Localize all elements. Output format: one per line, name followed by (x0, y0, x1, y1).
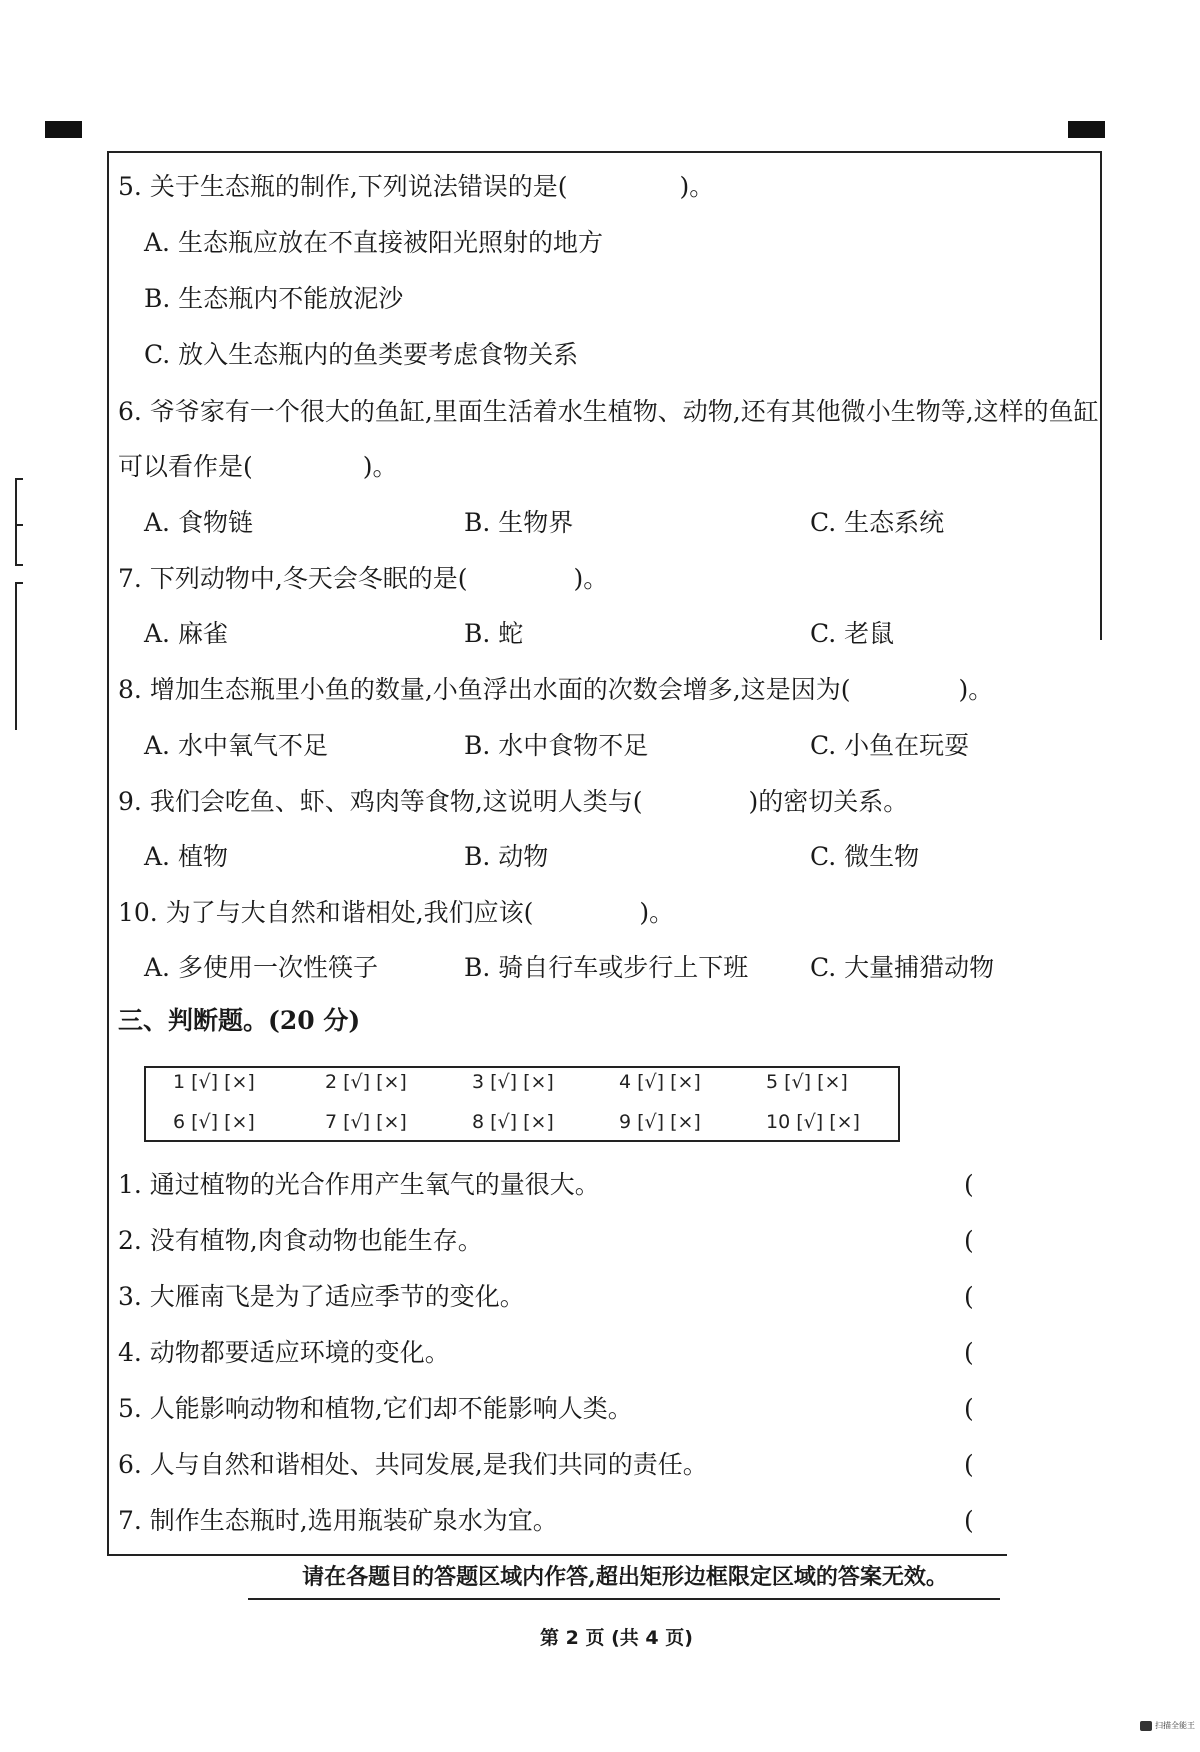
option-a: A. 多使用一次性筷子 (144, 953, 378, 982)
option-b: B. 蛇 (464, 619, 524, 648)
answer-cell-1[interactable]: 1 [√] [×] (173, 1071, 255, 1093)
answer-area-notice: 请在各题目的答题区域内作答,超出矩形边框限定区域的答案无效。 (302, 1564, 948, 1590)
question-stem-end: )。 (639, 898, 675, 927)
answer-cell-3[interactable]: 3 [√] [×] (472, 1071, 554, 1093)
option-c: C. 生态系统 (810, 508, 945, 537)
question-number: 9. (118, 787, 142, 816)
alignment-marker-left (45, 121, 82, 138)
cs-logo-icon (1140, 1721, 1152, 1731)
statement-5: 5. 人能影响动物和植物,它们却不能影响人类。 (118, 1394, 633, 1423)
page-total: (共 4 页) (611, 1627, 693, 1649)
binding-line-mark (15, 564, 23, 566)
answer-cell-5[interactable]: 5 [√] [×] (766, 1071, 848, 1093)
page-footer (540, 1625, 693, 1651)
question-6 (118, 395, 1099, 429)
question-stem: 关于生态瓶的制作,下列说法错误的是( (149, 172, 568, 201)
question-stem: 可以看作是( (118, 452, 253, 481)
judgment-paren[interactable]: ( (964, 1394, 974, 1423)
question-stem-end: )。 (573, 564, 609, 593)
option-c: C. 小鱼在玩耍 (810, 731, 970, 760)
judgment-paren[interactable]: ( (964, 1282, 974, 1311)
question-9 (118, 785, 908, 819)
page-number: 第 2 页 (540, 1627, 605, 1649)
question-stem: 我们会吃鱼、虾、鸡肉等食物,这说明人类与( (149, 787, 643, 816)
option-a: A. 食物链 (144, 508, 253, 537)
question-stem-end: )的密切关系。 (748, 787, 909, 816)
statement-4: 4. 动物都要适应环境的变化。 (118, 1338, 450, 1367)
statement-2: 2. 没有植物,肉食动物也能生存。 (118, 1226, 483, 1255)
option-b: B. 水中食物不足 (464, 731, 649, 760)
option-c: C. 老鼠 (810, 619, 895, 648)
binding-line-mark (15, 478, 17, 566)
answer-cell-9[interactable]: 9 [√] [×] (619, 1111, 701, 1133)
answer-cell-7[interactable]: 7 [√] [×] (325, 1111, 407, 1133)
question-stem: 爷爷家有一个很大的鱼缸,里面生活着水生植物、动物,还有其他微小生物等,这样的鱼缸 (149, 397, 1099, 426)
question-7 (118, 562, 608, 596)
statement-7: 7. 制作生态瓶时,选用瓶装矿泉水为宜。 (118, 1506, 558, 1535)
option-b: B. 动物 (464, 842, 549, 871)
option-a: A. 水中氧气不足 (144, 731, 328, 760)
question-stem-end: )。 (958, 675, 994, 704)
option-c: C. 放入生态瓶内的鱼类要考虑食物关系 (144, 340, 579, 369)
judgment-paren[interactable]: ( (964, 1338, 974, 1367)
option-c: C. 微生物 (810, 842, 920, 871)
binding-line-mark (15, 478, 23, 480)
answer-cell-10[interactable]: 10 [√] [×] (766, 1111, 860, 1133)
option-a: A. 植物 (144, 842, 228, 871)
notice-underline (248, 1598, 1000, 1600)
binding-line-mark (15, 582, 17, 730)
judgment-paren[interactable]: ( (964, 1170, 974, 1199)
option-b: B. 生物界 (464, 508, 574, 537)
question-number: 8. (118, 675, 142, 704)
question-stem-end: )。 (362, 452, 398, 481)
question-6-line-2 (118, 450, 398, 484)
question-8 (118, 673, 993, 707)
statement-3: 3. 大雁南飞是为了适应季节的变化。 (118, 1282, 525, 1311)
alignment-marker-right (1068, 121, 1105, 138)
option-b: B. 生态瓶内不能放泥沙 (144, 284, 404, 313)
question-stem: 增加生态瓶里小鱼的数量,小鱼浮出水面的次数会增多,这是因为( (149, 675, 851, 704)
answer-cell-8[interactable]: 8 [√] [×] (472, 1111, 554, 1133)
question-5 (118, 170, 714, 204)
frame-bottom-rule (107, 1554, 1007, 1556)
answer-cell-4[interactable]: 4 [√] [×] (619, 1071, 701, 1093)
section-heading: 三、判断题。(20 分) (118, 1006, 361, 1035)
question-stem-end: )。 (679, 172, 715, 201)
statement-1: 1. 通过植物的光合作用产生氧气的量很大。 (118, 1170, 600, 1199)
question-number: 6. (118, 397, 142, 426)
question-number: 10. (118, 898, 158, 927)
judgment-paren[interactable]: ( (964, 1450, 974, 1479)
answer-cell-6[interactable]: 6 [√] [×] (173, 1111, 255, 1133)
question-10 (118, 896, 674, 930)
binding-line-mark (15, 524, 23, 526)
judgment-paren[interactable]: ( (964, 1506, 974, 1535)
frame-gap (1100, 640, 1106, 1560)
question-number: 7. (118, 564, 142, 593)
answer-cell-2[interactable]: 2 [√] [×] (325, 1071, 407, 1093)
binding-line-mark (15, 582, 23, 584)
question-stem: 为了与大自然和谐相处,我们应该( (165, 898, 534, 927)
option-a: A. 麻雀 (144, 619, 228, 648)
statement-6: 6. 人与自然和谐相处、共同发展,是我们共同的责任。 (118, 1450, 708, 1479)
option-a: A. 生态瓶应放在不直接被阳光照射的地方 (144, 228, 603, 257)
judgment-paren[interactable]: ( (964, 1226, 974, 1255)
option-c: C. 大量捕猎动物 (810, 953, 995, 982)
option-b: B. 骑自行车或步行上下班 (464, 953, 749, 982)
watermark-text: 扫描全能王 (1155, 1721, 1195, 1730)
question-stem: 下列动物中,冬天会冬眠的是( (149, 564, 468, 593)
scanner-watermark (1140, 1721, 1195, 1731)
question-number: 5. (118, 172, 142, 201)
